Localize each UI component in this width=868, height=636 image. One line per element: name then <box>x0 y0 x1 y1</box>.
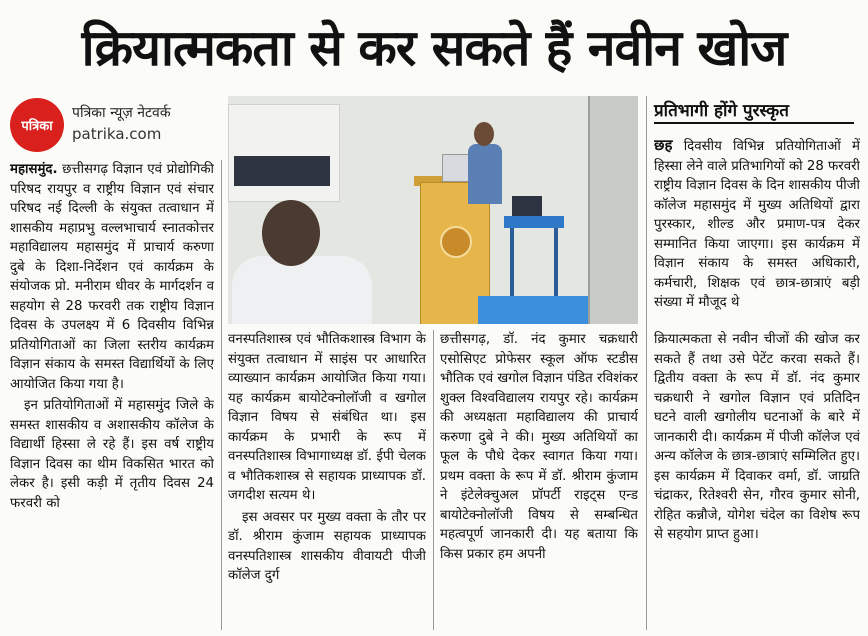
column-divider <box>646 96 647 630</box>
patrika-logo <box>10 98 64 152</box>
column-divider <box>221 160 222 630</box>
site-name: patrika.com <box>72 125 162 143</box>
article-column-3 <box>440 330 638 636</box>
sidebar-body: दिवसीय विभिन्न प्रतियोगिताओं में हिस्सा लेने वाले प्रतिभागियों को 28 फरवरी राष्ट्रीय विज्ञान दिवस के दिन शासकीय पीजी कॉलेज महासमुंद में मुख्य अतिथियों द्वारा पुरस्कार, शील्ड और प्रमाण-पत्र देकर सम्मानित किया जाएगा। इस कार्यक्रम में विज्ञान संकाय के समस्त अधिकारी, कर्मचारी, शिक्षक एवं छात्र-छात्राएं बड़ी संख्या में मौजूद थे <box>654 139 860 310</box>
logo-text: पत्रिका <box>21 119 53 134</box>
sidebar-lead: छह <box>654 136 673 154</box>
speaker-figure <box>474 122 494 146</box>
paragraph: इस अवसर पर मुख्य वक्ता के तौर पर डॉ. श्रीराम कुंजाम सहायक प्राध्यापक वनस्पतिशास्त्र शासकीय वीवायटी पीजी कॉलेज दुर्ग <box>228 509 426 583</box>
article-column-2 <box>228 330 426 636</box>
dateline: महासमुंद. <box>10 162 58 177</box>
paragraph: क्रियात्मकता से नवीन चीजों की खोज कर सकते हैं तथा उसे पेटेंट करवा सकते हैं। द्वितीय वक्ता के रूप में डॉ. नंद कुमार चक्रधारी ने खगोल विज्ञान एवं प्रतिदिन घटने वाली खगोलीय घटनाओं के बारे में जानकारी दी। कार्यक्रम में पीजी कॉलेज एवं अन्य कॉलेज के छात्र-छात्राएं सम्मिलित हुए। इस कार्यक्रम में दिवाकर वर्मा, डॉ. जाग्रति चंद्राकर, रितेश्वरी सेन, गौरव कुमार सोनी, रोहित कन्नौजे, योगेश चंदेल का विशेष रूप से सहयोग प्राप्त हुआ। <box>654 332 860 542</box>
article-column-1 <box>10 160 214 636</box>
paragraph-text: छत्तीसगढ़ विज्ञान एवं प्रोद्योगिकी परिषद रायपुर व राष्ट्रीय विज्ञान एवं संचार परिषद नई दिल्ली के संयुक्त तत्वाधान में शासकीय महाप्रभु वल्लभाचार्य स्नातकोत्तर महाविद्यालय महासमुंद में प्राचार्य करुणा दुबे के दिशा-निर्देशन एवं कार्यक्रम के संयोजक प्रो. मनीराम धीवर के मार्गदर्शन व सहयोग से 28 फरवरी तक राष्ट्रीय विज्ञान दिवस के उपलक्ष्य में 6 दिवसीय विभिन्न प्रतियोगिताओं का जिला स्तरीय कार्यक्रम विज्ञान संकाय के समस्त विद्यार्थियों के लिए आयोजित किया गया है। <box>10 162 214 392</box>
paragraph: छत्तीसगढ़, डॉ. नंद कुमार चक्रधारी एसोसिएट प्रोफेसर स्कूल ऑफ स्टडीस भौतिक एवं खगोल विज्ञान पंडित रविशंकर शुक्ल विश्वविद्यालय रायपुर रहे। कार्यक्रम की अध्यक्षता महाविद्यालय की प्राचार्य करुणा दुबे ने की। मुख्य अतिथियों का फूल के पौधे देकर स्वागत किया गया। प्रथम वक्ता के रूप में डॉ. श्रीराम कुंजाम ने इंटेलेक्चुअल प्रॉपर्टी राइट्स एन्ड बायोटेक्नोलॉजी विषय से सम्बन्धित महत्वपूर्ण जानकारी दी। यह बताया कि किस प्रकार हम अपनी <box>440 332 638 562</box>
headline: क्रियात्मकता से कर सकते हैं नवीन खोज <box>81 19 787 77</box>
paragraph <box>10 160 214 394</box>
agency-name: पत्रिका न्यूज़ नेटवर्क <box>72 105 171 121</box>
audience-member-figure <box>262 200 320 266</box>
paragraph: इन प्रतियोगिताओं में महासमुंद जिले के समस्त शासकीय व अशासकीय कॉलेज के विद्यार्थी हिस्सा ले रहे हैं। इस वर्ष राष्ट्रीय विज्ञान दिवस का थीम विकसित भारत को लेकर है। इसी कड़ी में तृतीय दिवस 24 फरवरी को <box>10 398 214 511</box>
sidebar-text <box>654 136 860 322</box>
sidebar-title: प्रतिभागी होंगे पुरस्कृत <box>654 98 854 124</box>
projector-screen <box>228 104 340 202</box>
event-photo <box>228 96 638 324</box>
column-divider <box>433 330 434 630</box>
article-column-4 <box>654 330 860 636</box>
paragraph: वनस्पतिशास्त्र एवं भौतिकशास्त्र विभाग के संयुक्त तत्वाधान में साइंस पर आधारित व्याख्यान कार्यक्रम आयोजित किया गया। यह कार्यक्रम बायोटेक्नोलॉजी व खगोल विज्ञान विषय से संबंधित था। इस कार्यक्रम के प्रभारी के रूप में वनस्पतिशास्त्र विभागाध्यक्ष डॉ. ईपी चेलक व भौतिकशास्त्र से सहायक प्राध्यापक डॉ. जगदीश सत्यम थे। <box>228 332 426 503</box>
